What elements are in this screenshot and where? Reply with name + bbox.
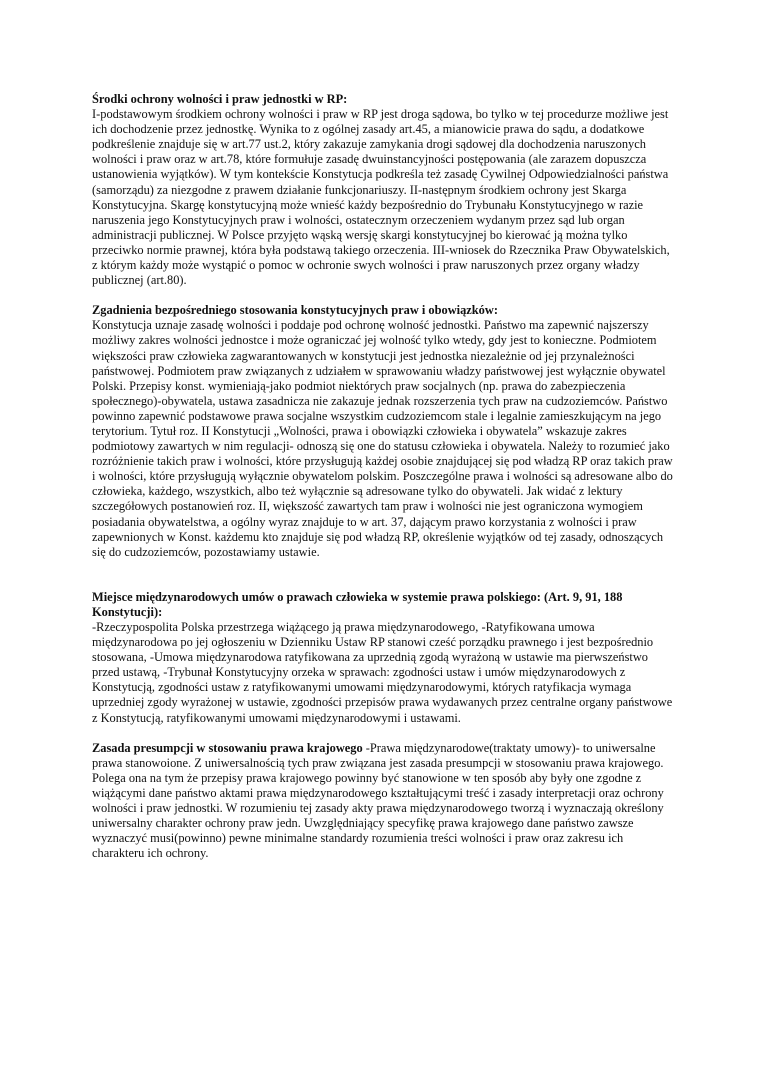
section-heading: Miejsce międzynarodowych umów o prawach człowieka w systemie prawa polskiego: (Art. 9, 91, 188 Konstytucji): [92, 589, 623, 619]
section-heading: Zgadnienia bezpośredniego stosowania konstytucyjnych praw i obowiązków: [92, 303, 498, 318]
section-body: -Prawa międzynarodowe(traktaty umowy)- to uniwersalne prawa stanowoione. Z uniwersalnością tych praw związana jest zasada presumpcji w stosowaniu prawa krajowego. Polega ona na tym że przepisy prawa krajowego powinny być stanowione w ten sposób aby były one zgodne z wiążącymi dane państwo aktami prawa międzynarodowego kształtującymi treść i zasady interpretacji oraz ochrony wolności i praw jednostki. W rozumieniu tej zasady akty prawa międzynarodowego tworzą i wyznaczają określony uniwersalny charakter ochrony praw jedn. Uwzględniający specyfikę prawa krajowego dane państwo zawsze wyznaczyć musi(powinno) pewne minimalne standardy rozumienia treści wolności i praw oraz zakresu ich charakteru ich ochrony. [92, 740, 664, 861]
section-body: -Rzeczypospolita Polska przestrzega wiążącego ją prawa międzynarodowego, -Ratyfikowana umowa międzynarodowa po jej ogłoszeniu w Dzienniku Ustaw RP stanowi cześć porządku prawnego i jest bezpośrednio stosowana, -Umowa międzynarodowa ratyfikowana za uprzednią zgodą wyrażoną w ustawie ma pierwszeństwo przed ustawą, -Trybunał Konstytucyjny orzeka w sprawach: zgodności ustaw i umów międzynarodowych z Konstytucją, zgodności ustaw z ratyfikowanymi umowami międzynarodowymi, których ratyfikacja wymaga uprzedniej zgody wyrażonej w ustawie, zgodności przepisów prawa wydawanych przez centralne organy państwowe z Konstytucją, ratyfikowanymi umowami międzynarodowymi i ustawami. [92, 620, 673, 725]
section-zasada-presumpcji [92, 741, 677, 862]
section-paragraph [92, 741, 677, 862]
section-body: Konstytucja uznaje zasadę wolności i poddaje pod ochronę wolność jednostki. Państwo ma zapewnić najszerszy możliwy zakres wolności jednostce i może ograniczać jej wolność tylko wtedy, gdy jest to konieczne. Podmiotem większości praw człowieka zagwarantowanych w konstytucji jest jednostka niezależnie od jej przynależności państwowej. Podmiotem praw związanych z udziałem w sprawowaniu władzy państwowej jest wyłącznie obywatel Polski. Przepisy konst. wymieniają-jako podmiot niektórych praw socjalnych (np. prawa do zabezpieczenia społecznego)-obywatela, ustawa zasadnicza nie zakazuje jednak rozszerzenia tych praw na cudzoziemców. Państwo powinno zapewnić podstawowe prawa socjalne wszystkim cudzoziemcom stale i legalnie zamieszkującym na jego terytorium. Tytuł roz. II Konstytucji „Wolności, prawa i obowiązki człowieka i obywatela” wskazuje zakres podmiotowy zawartych w nim regulacji- odnoszą się one do statusu człowieka i obywatela. Należy to rozumieć jako rozróżnienie takich praw i wolności, które przysługują każdej osobie znajdującej się pod władzą RP oraz takich praw i wolności, które przysługują wyłącznie obywatelom polskim. Poszczególne prawa i wolności są adresowane albo do człowieka, każdego, wszystkich, albo też wyłącznie są adresowane tylko do obywateli. Jak widać z lektury szczegółowych postanowień roz. II, większość zawartych tam praw i wolności nie jest ograniczona wymogiem posiadania obywatelstwa, a ogólny wyraz znajduje to w art. 37, dającym prawo korzystania z wolności i praw zapewnionych w Konst. każdemu kto znajduje się pod władzą RP, określenie wyjątków od tej zasady, odnoszących się do cudzoziemców, pozostawiamy ustawie. [92, 318, 673, 559]
section-body: I-podstawowym środkiem ochrony wolności i praw w RP jest droga sądowa, bo tylko w tej procedurze możliwe jest ich dochodzenie przez jednostkę. Wynika to z ogólnej zasady art.45, a mianowicie prawa do sądu, a dodatkowe podkreślenie znajduje się w art.77 ust.2, który zakazuje zamykania drogi sądowej dla dochodzenia naruszonych wolności i praw oraz w art.78, które formułuje zasadę dwuinstancyjności postępowania (ale zarazem dopuszcza ustanowienia wyjątków). W tym kontekście Konstytucja podkreśla też zasadę Cywilnej Odpowiedzialności państwa (samorządu) za niezgodne z prawem działanie funkcjonariuszy. II-następnym środkiem ochrony jest Skarga Konstytucyjna. Skargę konstytucyjną może wnieść każdy bezpośrednio do Trybunału Konstytucyjnego w razie naruszenia jego Konstytucyjnych praw i wolności, ostatecznym orzeczeniem wydanym przez sąd lub organ administracji publicznej. W Polsce przyjęto wąską wersję skargi konstytucyjnej bo kierować ją można tylko przeciwko normie prawnej, która była podstawą takiego orzeczenia. III-wniosek do Rzecznika Praw Obywatelskich, z którym każdy może wystąpić o pomoc w ochronie swych wolności i praw naruszonych przez organy władzy publicznej (art.80). [92, 107, 670, 288]
section-heading: Środki ochrony wolności i praw jednostki w RP: [92, 92, 348, 106]
section-heading: Zasada presumpcji w stosowaniu prawa krajowego [92, 740, 363, 755]
document-page [92, 92, 677, 861]
section-srodki-ochrony [92, 92, 677, 288]
section-umowy-miedzynarodowe [92, 590, 677, 726]
section-bezposrednie-stosowanie [92, 303, 677, 560]
